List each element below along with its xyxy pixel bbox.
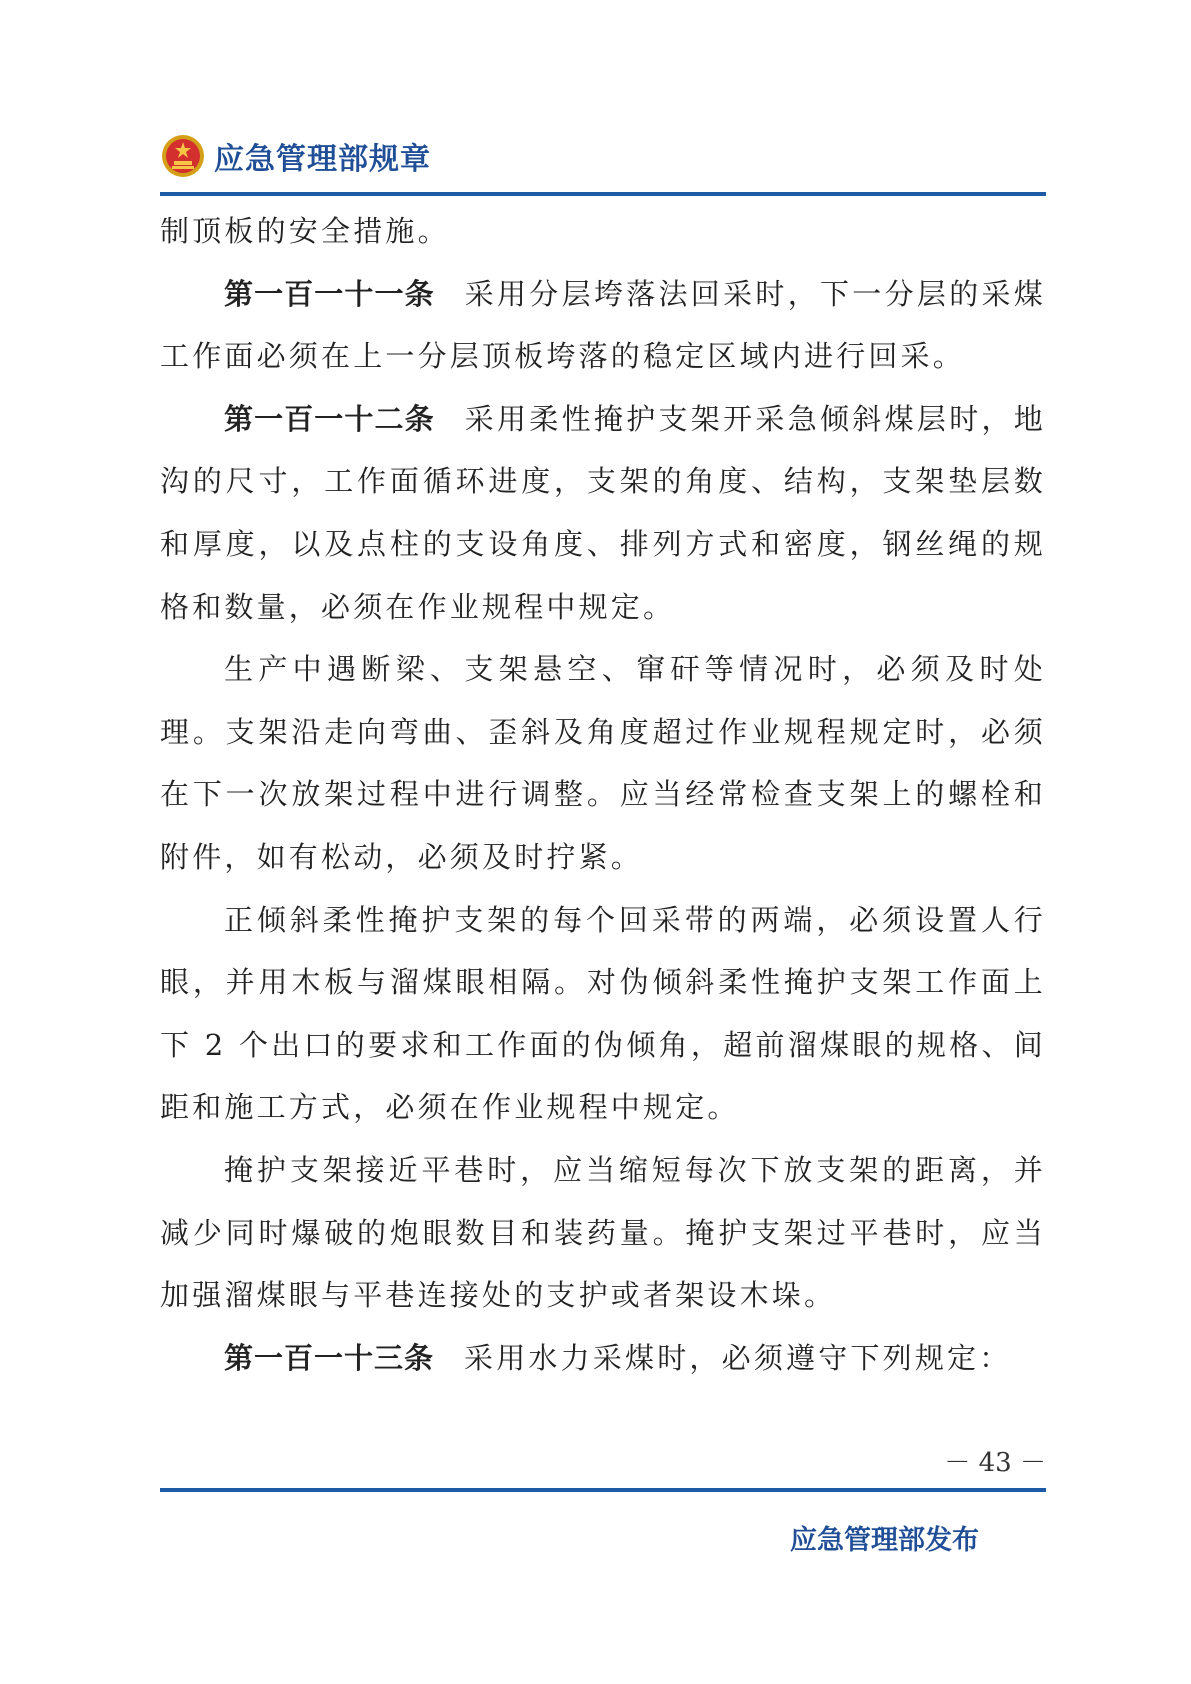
page-header [160, 128, 431, 184]
paragraph [160, 263, 1046, 388]
header-title: 应急管理部规章 [214, 142, 431, 177]
footer-divider [160, 1488, 1046, 1492]
paragraph [160, 1139, 1046, 1327]
header-divider [160, 192, 1046, 196]
national-emblem-icon [160, 133, 206, 179]
paragraph-text: 掩护支架接近平巷时，应当缩短每次下放支架的距离，并减少同时爆破的炮眼数目和装药量。掩护支架过平巷时，应当加强溜煤眼与平巷连接处的支护或者架设木垛。 [160, 1152, 1046, 1313]
paragraph-text: 采用柔性掩护支架开采急倾斜煤层时，地沟的尺寸，工作面循环进度，支架的角度、结构，支架垫层数和厚度，以及点柱的支设角度、排列方式和密度，钢丝绳的规格和数量，必须在作业规程中规定。 [160, 401, 1046, 624]
page-number: － 43 － [944, 1448, 1046, 1478]
paragraph-text: 生产中遇断梁、支架悬空、窜矸等情况时，必须及时处理。支架沿走向弯曲、歪斜及角度超过作业规程规定时，必须在下一次放架过程中进行调整。应当经常检查支架上的螺栓和附件，如有松动，必须及时拧紧。 [160, 652, 1046, 874]
article-number: 第一百一十三条 [224, 1340, 435, 1375]
paragraph [160, 889, 1046, 1139]
article-number: 第一百一十二条 [224, 401, 435, 436]
paragraph [160, 200, 1046, 263]
article-number: 第一百一十一条 [224, 276, 435, 311]
paragraph-text: 正倾斜柔性掩护支架的每个回采带的两端，必须设置人行眼，并用木板与溜煤眼相隔。对伪倾斜柔性掩护支架工作面上下 2 个出口的要求和工作面的伪倾角，超前溜煤眼的规格、间距和施工方式，必须在作业规程中规定。 [160, 902, 1046, 1125]
paragraph [160, 1327, 1046, 1390]
paragraph-text: 采用分层垮落法回采时，下一分层的采煤工作面必须在上一分层顶板垮落的稳定区域内进行回采。 [160, 276, 1046, 374]
document-body [160, 200, 1046, 1389]
paragraph [160, 638, 1046, 888]
paragraph-text: 制顶板的安全措施。 [160, 214, 450, 248]
paragraph-text: 采用水力采煤时，必须遵守下列规定： [464, 1340, 1012, 1375]
paragraph [160, 388, 1046, 638]
footer-publisher: 应急管理部发布 [790, 1525, 979, 1556]
